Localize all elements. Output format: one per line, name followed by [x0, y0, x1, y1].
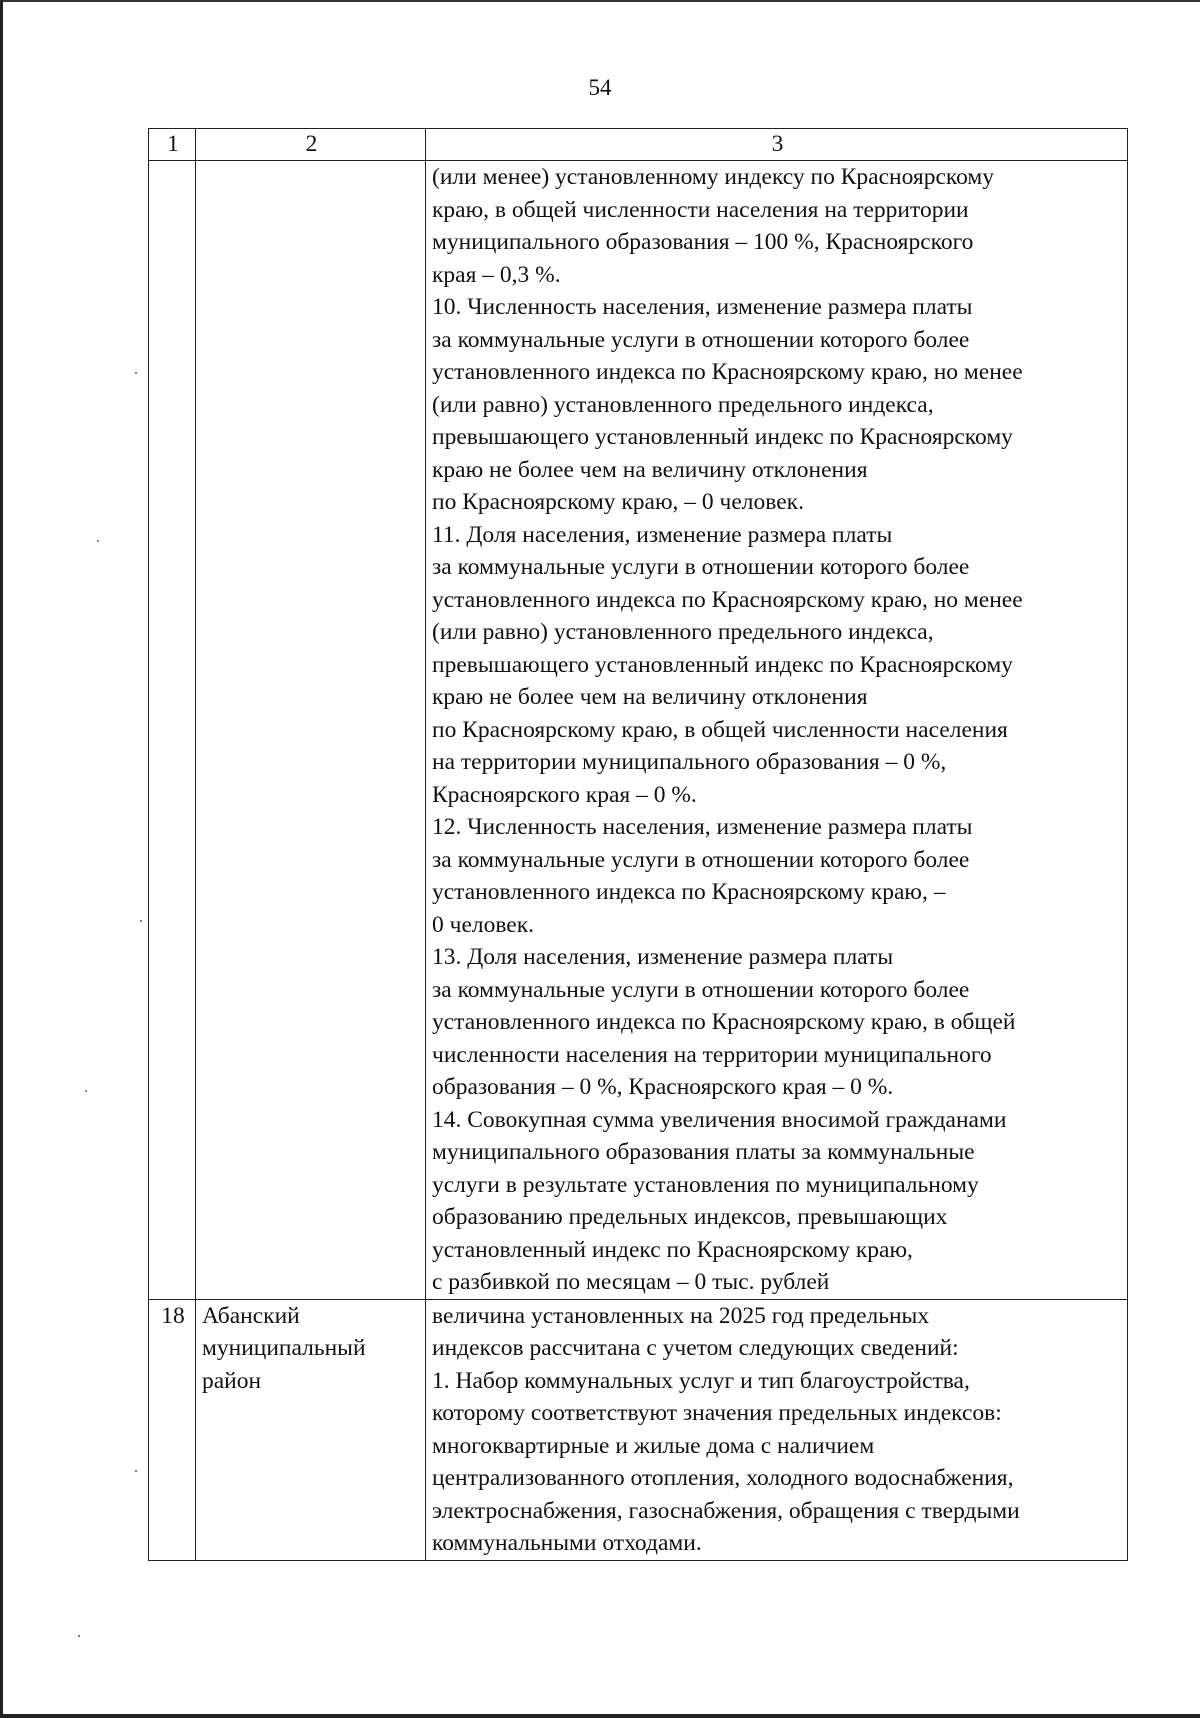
text-line: муниципального образования – 100 %, Красноярского	[432, 229, 974, 255]
table-header-row	[149, 129, 1128, 161]
municipality-cell	[196, 1299, 426, 1560]
text-line: превышающего установленный индекс по Красноярскому	[432, 424, 1013, 450]
text-line: централизованного отопления, холодного водоснабжения,	[432, 1465, 1014, 1491]
text-line: установленного индекса по Красноярскому краю, в общей	[432, 1009, 1016, 1035]
text-line: краю не более чем на величину отклонения	[432, 684, 868, 710]
page-number: 54	[588, 75, 612, 100]
text-line: (или менее) установленному индексу по Красноярскому	[432, 164, 995, 190]
text-line: на территории муниципального образования – 0 %,	[432, 749, 947, 775]
text-line: электроснабжения, газоснабжения, обращения с твердыми	[432, 1497, 1020, 1524]
text-line: 14. Совокупная сумма увеличения вносимой гражданами	[432, 1106, 1007, 1133]
text-line: установленного индекса по Красноярскому краю, но менее	[432, 359, 1023, 385]
text-line: которому соответствуют значения предельных индексов:	[432, 1400, 1002, 1426]
text-line: коммунальными отходами.	[432, 1530, 702, 1556]
text-line: 11. Доля населения, изменение размера платы	[432, 521, 893, 548]
text-line: образованию предельных индексов, превышающих	[432, 1204, 948, 1230]
text-line: за коммунальные услуги в отношении которого более	[432, 976, 970, 1003]
description-cell	[426, 1299, 1128, 1560]
text-line: с разбивкой по месяцам – 0 тыс. рублей	[432, 1269, 830, 1295]
row-number-cell	[149, 161, 196, 1300]
scan-speck	[135, 372, 137, 374]
text-line: по Красноярскому краю, – 0 человек.	[432, 489, 804, 515]
text-line: за коммунальные услуги в отношении которого более	[432, 326, 970, 353]
text-line: установленного индекса по Красноярскому краю, но менее	[432, 586, 1023, 613]
text-line: 10. Численность населения, изменение размера платы	[432, 294, 973, 320]
text-line: Красноярского края – 0 %.	[432, 781, 697, 808]
text-line: установленного индекса по Красноярскому краю, –	[432, 879, 946, 905]
description-cell	[426, 161, 1128, 1300]
text-line: за коммунальные услуги в отношении которого более	[432, 846, 970, 873]
scan-edge-top	[0, 0, 1200, 2]
scan-speck	[97, 540, 99, 542]
text-line: индексов рассчитана с учетом следующих сведений:	[432, 1335, 959, 1361]
column-header-1: 1	[149, 129, 196, 161]
municipality-name-line: Абанский	[202, 1302, 300, 1329]
text-line: образования – 0 %, Красноярского края – 0 %.	[432, 1074, 894, 1100]
scan-speck	[78, 1635, 80, 1637]
text-line: 12. Численность населения, изменение размера платы	[432, 814, 973, 840]
text-line: краю, в общей численности населения на территории	[432, 196, 969, 223]
text-line: 1. Набор коммунальных услуг и тип благоустройства,	[432, 1367, 970, 1394]
scan-speck	[140, 920, 142, 922]
scan-speck	[135, 1470, 137, 1472]
table-row	[149, 161, 1128, 1300]
text-line: края – 0,3 %.	[432, 261, 561, 288]
text-line: (или равно) установленного предельного индекса,	[432, 619, 934, 645]
column-header-3: 3	[426, 129, 1128, 161]
scan-edge-bottom	[0, 1714, 1200, 1718]
text-line: по Красноярскому краю, в общей численности населения	[432, 716, 1008, 743]
table-row	[149, 1299, 1128, 1560]
municipality-name-line: район	[202, 1367, 262, 1394]
municipality-name-line: муниципальный	[202, 1335, 366, 1361]
text-line: установленный индекс по Красноярскому краю,	[432, 1236, 913, 1263]
municipality-cell	[196, 161, 426, 1300]
text-line: за коммунальные услуги в отношении которого более	[432, 554, 970, 580]
column-header-2: 2	[196, 129, 426, 161]
text-line: (или равно) установленного предельного индекса,	[432, 391, 934, 418]
text-line: услуги в результате установления по муниципальному	[432, 1171, 979, 1198]
text-line: многоквартирные и жилые дома с наличием	[432, 1432, 875, 1459]
scan-speck	[85, 1090, 87, 1092]
text-line: 13. Доля населения, изменение размера платы	[432, 944, 894, 970]
row-number-cell: 18	[149, 1299, 196, 1560]
text-line: превышающего установленный индекс по Красноярскому	[432, 651, 1013, 678]
scan-edge-left	[0, 0, 3, 1718]
text-line: муниципального образования платы за коммунальные	[432, 1139, 975, 1165]
data-table	[148, 128, 1128, 1561]
text-line: краю не более чем на величину отклонения	[432, 456, 868, 483]
text-line: величина установленных на 2025 год предельных	[432, 1302, 930, 1329]
text-line: 0 человек.	[432, 911, 535, 938]
text-line: численности населения на территории муниципального	[432, 1041, 992, 1068]
